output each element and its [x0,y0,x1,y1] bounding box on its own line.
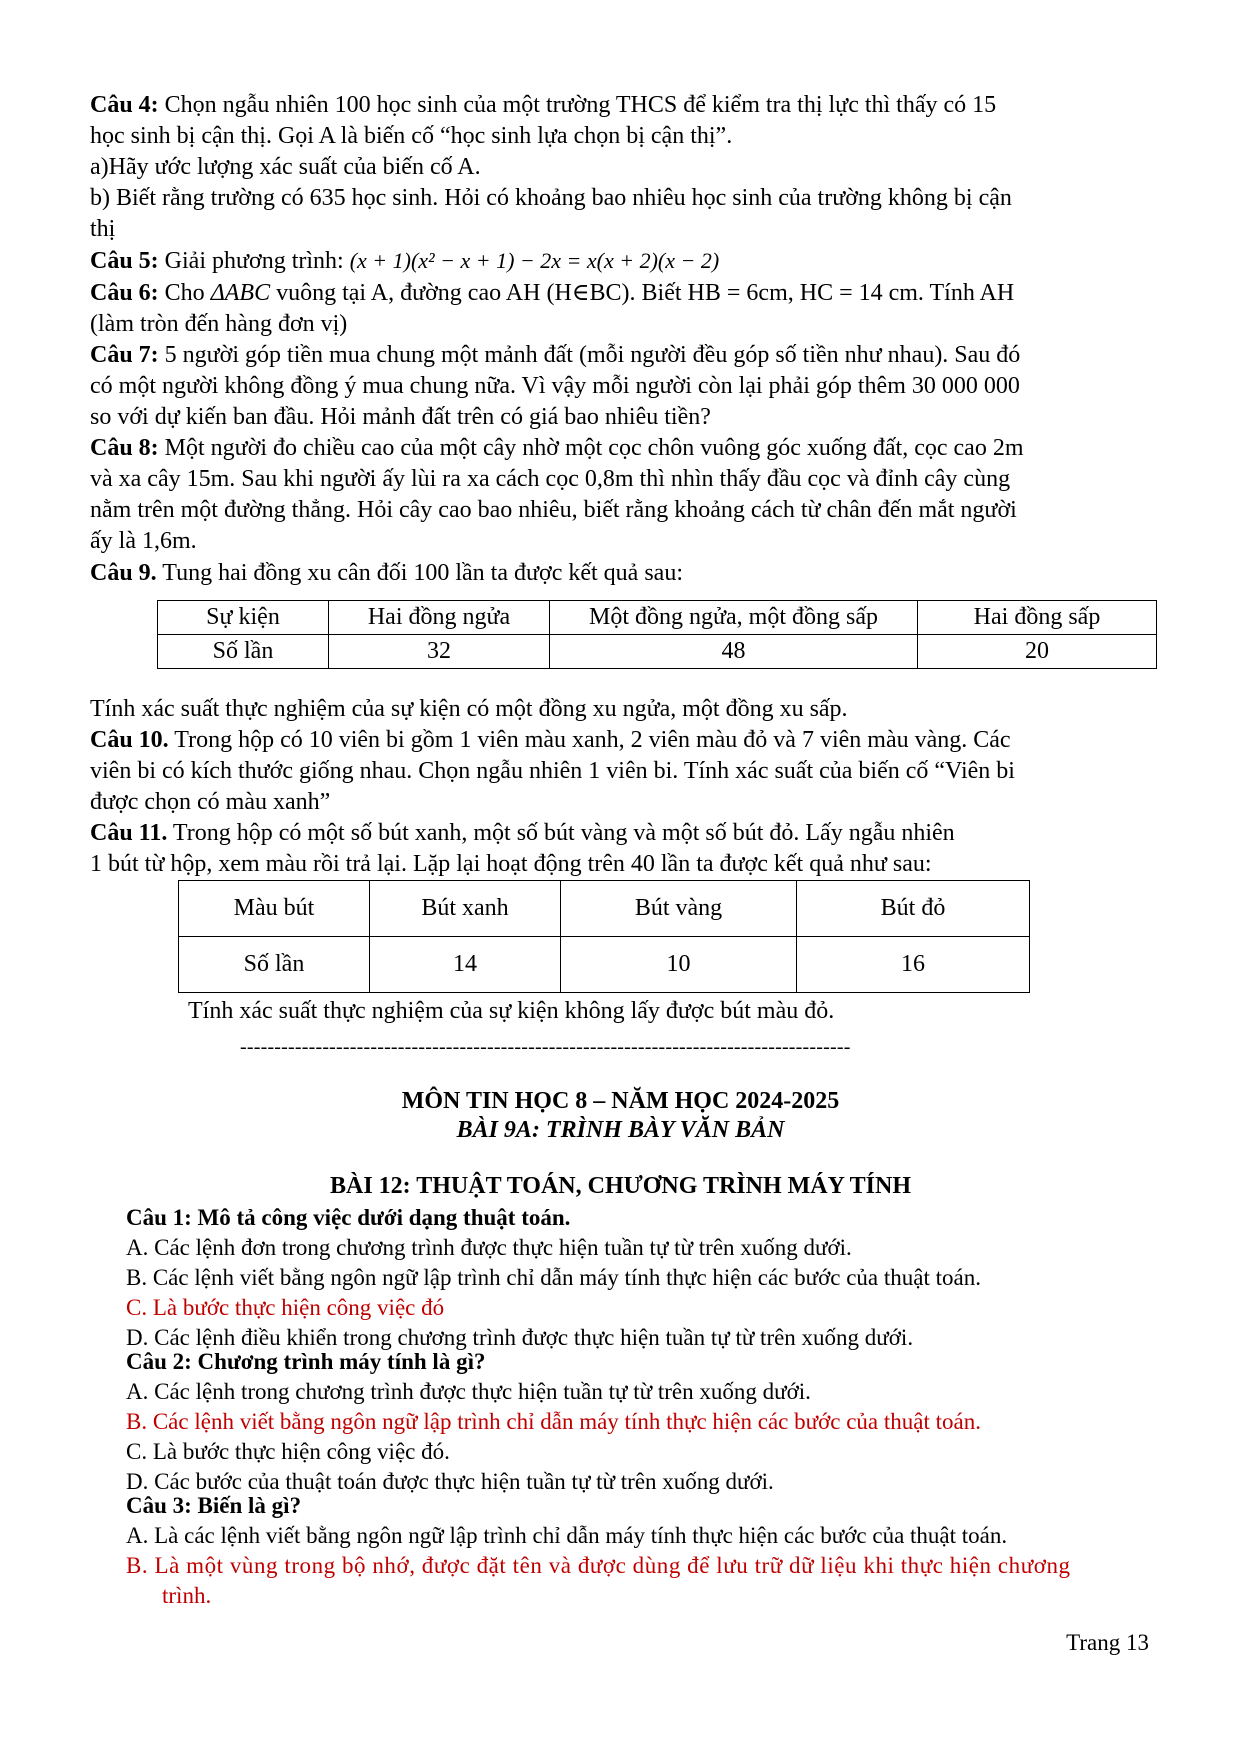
mc-option-b-cont: trình. [162,1583,212,1608]
question-part-a: a)Hãy ước lượng xác suất của biến cố A. [90,154,481,180]
question-9 [90,558,1160,589]
question-text: 1 bút từ hộp, xem màu rồi trả lại. Lặp lại hoạt động trên 40 lần ta được kết quả như sau: [90,851,932,877]
question-text: nằm trên một đường thẳng. Hỏi cây cao bao nhiêu, biết rằng khoảng cách từ chân đến mắt người [90,497,1017,523]
table-header-cell: Một đồng ngửa, một đồng sấp [550,601,918,635]
question-part-b-cont: thị [90,216,116,242]
question-part-b: b) Biết rằng trường có 635 học sinh. Hỏi có khoảng bao nhiêu học sinh của trường không bị cận [90,185,1012,211]
mc-question-3 [126,1491,1196,1611]
question-11-task [188,996,1088,1027]
table-cell: 10 [561,937,797,993]
question-text: Giải phương trình: [158,248,350,274]
question-text: Trong hộp có 10 viên bi gồm 1 viên màu xanh, 2 viên màu đỏ và 7 viên màu vàng. Các [168,727,1011,753]
mc-option-b: B. Các lệnh viết bằng ngôn ngữ lập trình chỉ dẫn máy tính thực hiện các bước của thuật toán. [126,1265,981,1290]
mc-option-d: D. Các bước của thuật toán được thực hiện tuần tự từ trên xuống dưới. [126,1469,774,1494]
section-subtitle: BÀI 9A: TRÌNH BÀY VĂN BẢN [456,1117,785,1143]
mc-option-a: A. Là các lệnh viết bằng ngôn ngữ lập trình chỉ dẫn máy tính thực hiện các bước của thuật toán. [126,1523,1008,1548]
question-8 [90,433,1160,557]
question-label: Câu 9. [90,560,157,586]
table-cell: 16 [797,937,1030,993]
question-text: (làm tròn đến hàng đơn vị) [90,311,348,337]
question-label: Câu 7: [90,342,159,368]
table-cell: Số lần [179,937,370,993]
question-text: 5 người góp tiền mua chung một mảnh đất (mỗi người đều góp số tiền như nhau). Sau đó [158,342,1021,368]
mc-option-a: A. Các lệnh đơn trong chương trình được thực hiện tuần tự từ trên xuống dưới. [126,1235,852,1260]
question-text: Tung hai đồng xu cân đối 100 lần ta được kết quả sau: [156,560,683,586]
question-4 [90,90,1160,245]
section-separator: ----------------------------------------------------------------------------------------- [240,1036,851,1058]
mc-question-title: Câu 1: Mô tả công việc dưới dạng thuật toán. [126,1205,571,1230]
question-text: Chọn ngẫu nhiên 100 học sinh của một trường THCS để kiểm tra thị lực thì thấy có 15 [158,92,997,118]
question-5 [90,245,1160,277]
table-header-cell: Hai đồng ngửa [329,601,550,635]
question-10 [90,725,1160,818]
question-text: được chọn có màu xanh” [90,789,331,815]
mc-option-b-correct: B. Các lệnh viết bằng ngôn ngữ lập trình chỉ dẫn máy tính thực hiện các bước của thuật toán. [126,1409,981,1434]
lesson-title: BÀI 12: THUẬT TOÁN, CHƯƠNG TRÌNH MÁY TÍNH [330,1173,911,1199]
question-7 [90,340,1160,433]
coin-results-table [157,600,1157,669]
table-header-cell: Bút vàng [561,881,797,937]
section-title: MÔN TIN HỌC 8 – NĂM HỌC 2024-2025 [401,1088,840,1114]
table-header-cell: Màu bút [179,881,370,937]
mc-question-1 [126,1203,1196,1353]
mc-option-d: D. Các lệnh điều khiển trong chương trình được thực hiện tuần tự từ trên xuống dưới. [126,1325,914,1350]
table-row [158,635,1157,669]
question-label: Câu 4: [90,92,159,118]
table-cell: Số lần [158,635,329,669]
question-label: Câu 6: [90,280,159,306]
mc-option-c: C. Là bước thực hiện công việc đó. [126,1439,450,1464]
mc-option-c-correct: C. Là bước thực hiện công việc đó [126,1295,445,1320]
pen-results-table [178,880,1030,993]
table-header-row [179,881,1030,937]
mc-option-b-correct: B. Là một vùng trong bộ nhớ, được đặt tên và được dùng để lưu trữ dữ liệu khi thực hiện chương [126,1553,1071,1578]
table-cell: 48 [550,635,918,669]
table-header-row [158,601,1157,635]
table-cell: 20 [918,635,1157,669]
question-text: có một người không đồng ý mua chung nữa. Vì vậy mỗi người còn lại phải góp thêm 30 000 000 [90,373,1020,399]
question-text: viên bi có kích thước giống nhau. Chọn ngẫu nhiên 1 viên bi. Tính xác suất của biến cố “Viên bi [90,758,1015,784]
mc-question-title: Câu 3: Biến là gì? [126,1493,302,1518]
question-label: Câu 10. [90,727,169,753]
question-text: Tính xác suất thực nghiệm của sự kiện không lấy được bút màu đỏ. [188,998,835,1024]
equation: (x + 1)(x² − x + 1) − 2x = x(x + 2)(x − 2) [349,248,720,273]
question-text: ấy là 1,6m. [90,528,197,554]
question-text: và xa cây 15m. Sau khi người ấy lùi ra xa cách cọc 0,8m thì nhìn thấy đầu cọc và đỉnh cây cùng [90,466,1011,492]
table-header-cell: Bút xanh [370,881,561,937]
mc-question-2 [126,1347,1196,1497]
question-text: so với dự kiến ban đầu. Hỏi mảnh đất trên có giá bao nhiêu tiền? [90,404,711,430]
table-cell: 14 [370,937,561,993]
question-text: Một người đo chiều cao của một cây nhờ một cọc chôn vuông góc xuống đất, cọc cao 2m [158,435,1024,461]
triangle-symbol: ΔABC [210,280,271,306]
question-label: Câu 11. [90,820,168,846]
table-header-cell: Sự kiện [158,601,329,635]
question-text: Cho [158,280,211,306]
page-number: Trang 13 [1066,1630,1149,1655]
question-label: Câu 8: [90,435,159,461]
question-label: Câu 5: [90,248,159,274]
table-header-cell: Bút đỏ [797,881,1030,937]
table-header-cell: Hai đồng sấp [918,601,1157,635]
question-text: vuông tại A, đường cao AH (H∈BC). Biết HB = 6cm, HC = 14 cm. Tính AH [270,280,1015,306]
mc-option-a: A. Các lệnh trong chương trình được thực hiện tuần tự từ trên xuống dưới. [126,1379,811,1404]
question-6 [90,278,1160,340]
mc-question-title: Câu 2: Chương trình máy tính là gì? [126,1349,486,1374]
table-row [179,937,1030,993]
question-text: học sinh bị cận thị. Gọi A là biến cố “học sinh lựa chọn bị cận thị”. [90,123,733,149]
table-cell: 32 [329,635,550,669]
question-11 [90,818,1160,880]
question-9-task [90,694,1160,725]
question-text: Tính xác suất thực nghiệm của sự kiện có một đồng xu ngửa, một đồng xu sấp. [90,696,848,722]
question-text: Trong hộp có một số bút xanh, một số bút vàng và một số bút đỏ. Lấy ngẫu nhiên [167,820,955,846]
